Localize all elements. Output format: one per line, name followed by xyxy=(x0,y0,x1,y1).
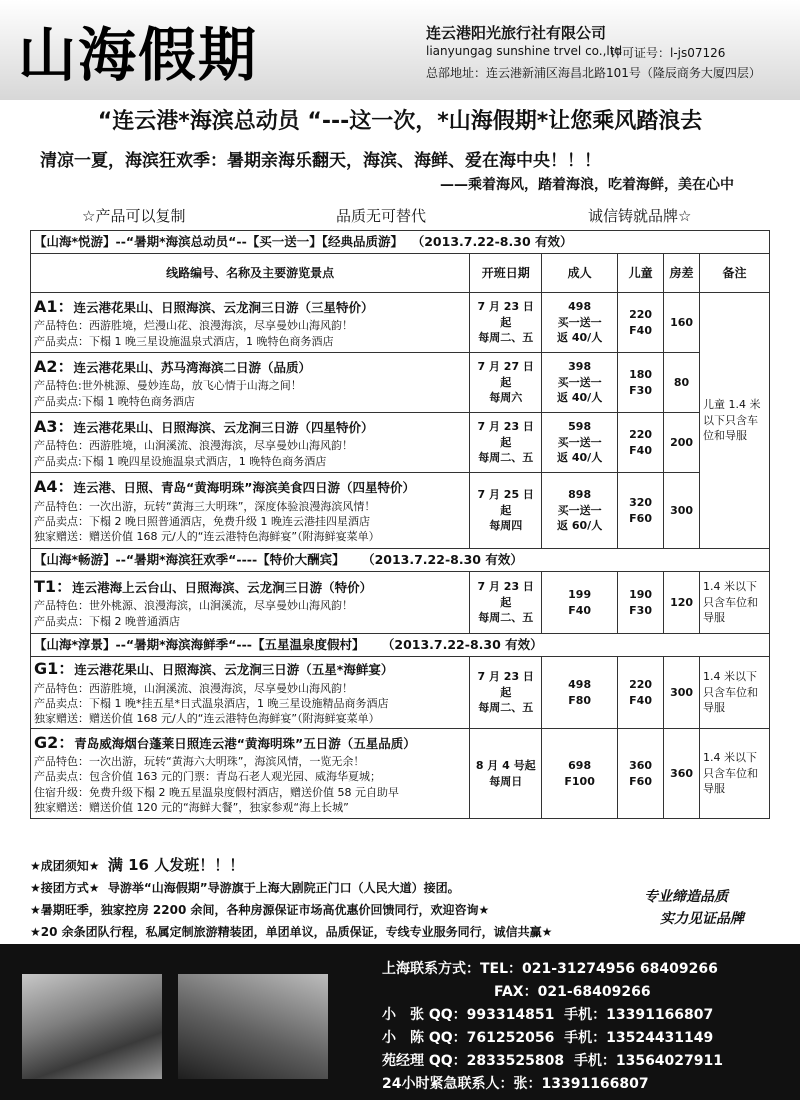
table-header-row xyxy=(31,254,770,293)
group-notice-text: 满 16 人发班！！！ xyxy=(107,856,245,874)
col-header-note: 备注 xyxy=(700,254,770,293)
fax-number: 021-68409266 xyxy=(537,984,651,1000)
license-number: 许可证号：l-js07126 xyxy=(610,46,726,60)
emergency-contact: 24小时紧急联系人：张：13391166807 xyxy=(382,1076,649,1092)
group-notice-label: ★成团须知★ xyxy=(30,859,100,873)
fax-label: FAX： xyxy=(494,984,538,1000)
table-row: A3：连云港花果山、日照海滨、云龙涧三日游（四星特价） 产品特色：西游胜境，山涧溪流、浪漫海滨，尽享曼妙山海风韵！ 产品卖点:下榻 1 晚四星设施温泉式酒店，1 晚特色商务酒店 7 月 23 日起 每周二、五 598 买一送一 返 40/人 220 F40 200 xyxy=(31,413,770,473)
contact-person: 小 陈 QQ：761252056 xyxy=(382,1030,555,1046)
pickup-label: ★接团方式★ xyxy=(30,881,100,895)
table-row: A1：连云港花果山、日照海滨、云龙涧三日游（三星特价） 产品特色：西游胜境，烂漫山花、浪漫海滨，尽享曼妙山海风韵！ 产品卖点：下榻 1 晚三星设施温泉式酒店，1 晚特色商务酒店 7 月 23 日起 每周二、五 498 买一送一 返 40/人 220 F40 160 儿童 1.4 米以下只含车位和导服 xyxy=(31,293,770,353)
table-row: G2：青岛威海烟台蓬莱日照连云港“黄海明珠”五日游（五星品质） 产品特色：一次出游，玩转“黄海六大明珠”，海滨风情，一览无余！ 产品卖点：包含价值 163 元的门票：青岛石老人观光园、威海华夏城； 住宿升级：免费升级下榻 2 晚五星温泉度假村酒店，赠送价值 58 元自助早 独家赠送：赠送价值 120 元的“海鲜大餐”，独家参观“海上长城” 8 月 4 号起 每周日 698 F100 360 F60 360 1.4 米以下只含车位和导服 xyxy=(31,729,770,819)
coast-photo xyxy=(22,974,162,1079)
tel-label: 上海联系方式：TEL： xyxy=(382,961,523,977)
section-header: 【山海*淳景】--“暑期*海滨海鲜季“---【五星温泉度假村】 （2013.7.22-8.30 有效） xyxy=(31,634,770,657)
pickup-text: 导游举“山海假期”导游旗于上海大剧院正门口（人民大道）接团。 xyxy=(107,881,460,895)
section-header: 【山海*畅游】--“暑期*海滨狂欢季“----【特价大酬宾】 （2013.7.22-8.30 有效） xyxy=(31,549,770,572)
col-header-room: 房差 xyxy=(664,254,700,293)
col-header-date: 开班日期 xyxy=(470,254,542,293)
contact-phone: 手机：13391166807 xyxy=(564,1007,714,1023)
notice-line-3: ★暑期旺季，独家控房 2200 余间，各种房源保证市场高优惠价回馈同行，欢迎咨询★ xyxy=(30,903,490,917)
great-wall-photo xyxy=(178,974,328,1079)
route-table xyxy=(30,230,770,819)
col-header-route: 线路编号、名称及主要游览景点 xyxy=(31,254,470,293)
table-row: A2：连云港花果山、苏马湾海滨二日游（品质） 产品特色:世外桃源、曼妙连岛，放飞心情于山海之间！ 产品卖点:下榻 1 晚特色商务酒店 7 月 27 日起 每周六 398 买一送一 返 40/人 180 F30 80 xyxy=(31,353,770,413)
tagline-brand: 诚信铸就品牌☆ xyxy=(588,207,692,225)
promo-quality: 专业缔造品质 xyxy=(644,889,728,905)
tagline-quality: 品质无可替代 xyxy=(336,207,427,225)
contact-phone: 手机：13524431149 xyxy=(564,1030,714,1046)
contact-person: 苑经理 QQ：2833525808 xyxy=(382,1053,565,1069)
sub-slogan: 清凉一夏，海滨狂欢季：暑期亲海乐翻天，海滨、海鲜、爱在海中央！！！ xyxy=(40,151,601,171)
table-row: G1：连云港花果山、日照海滨、云龙涧三日游（五星*海鲜宴） 产品特色：西游胜境，山涧溪流、浪漫海滨，尽享曼妙山海风韵！ 产品卖点：下榻 1 晚*挂五星*日式温泉酒店，1 晚三星设施精品商务酒店 独家赠送：赠送价值 168 元/人的“连云港特色海鲜宴”（附海鲜宴菜单） 7 月 23 日起 每周二、五 498 F80 220 F40 300 1.4 米以下只含车位和导服 xyxy=(31,657,770,729)
tel-number: 021-31274956 68409266 xyxy=(522,961,718,977)
notice-line-4: ★20 余条团队行程，私属定制旅游精装团，单团单议，品质保证，专线专业服务同行，诚信共赢★ xyxy=(30,925,553,939)
col-header-adult: 成人 xyxy=(542,254,618,293)
company-name: 连云港阳光旅行社有限公司 xyxy=(426,24,607,42)
contact-block xyxy=(382,958,723,1096)
tagline-copy: ☆产品可以复制 xyxy=(82,207,186,225)
company-address: 总部地址：连云港新浦区海昌北路101号（隆辰商务大厦四层） xyxy=(426,66,761,80)
company-name-en: lianyungag sunshine trvel co.,ltd xyxy=(426,44,623,58)
main-slogan: “连云港*海滨总动员 “---这一次，*山海假期*让您乘风踏浪去 xyxy=(97,109,703,134)
table-row: T1：连云港海上云台山、日照海滨、云龙涧三日游（特价） 产品特色：世外桃源、浪漫海滨，山涧溪流，尽享曼妙山海风韵！ 产品卖点：下榻 2 晚普通酒店 7 月 23 日起 每周二、五 199 F40 190 F30 120 1.4 米以下只含车位和导服 xyxy=(31,572,770,634)
promo-brand: 实力见证品牌 xyxy=(660,911,744,927)
note-child: 儿童 1.4 米以下只含车位和导服 xyxy=(700,293,770,549)
contact-phone: 手机：13564027911 xyxy=(573,1053,723,1069)
col-header-child: 儿童 xyxy=(618,254,664,293)
tagline-slogan: ——乘着海风，踏着海浪，吃着海鲜，美在心中 xyxy=(440,177,734,193)
table-row: A4：连云港、日照、青岛“黄海明珠”海滨美食四日游（四星特价） 产品特色：一次出游，玩转“黄海三大明珠”，深度体验浪漫海滨风情！ 产品卖点：下榻 2 晚日照普通酒店，免费升级 1 晚连云港挂四星酒店 独家赠送：赠送价值 168 元/人的“连云港特色海鲜宴”（附海鲜宴菜单） 7 月 25 日起 每周四 898 买一送一 返 60/人 320 F60 300 xyxy=(31,473,770,549)
contact-person: 小 张 QQ：993314851 xyxy=(382,1007,555,1023)
section-header: 【山海*悦游】--“暑期*海滨总动员“--【买一送一】【经典品质游】 （2013.7.22-8.30 有效） xyxy=(31,231,770,254)
logo: 山海假期 xyxy=(18,21,259,89)
